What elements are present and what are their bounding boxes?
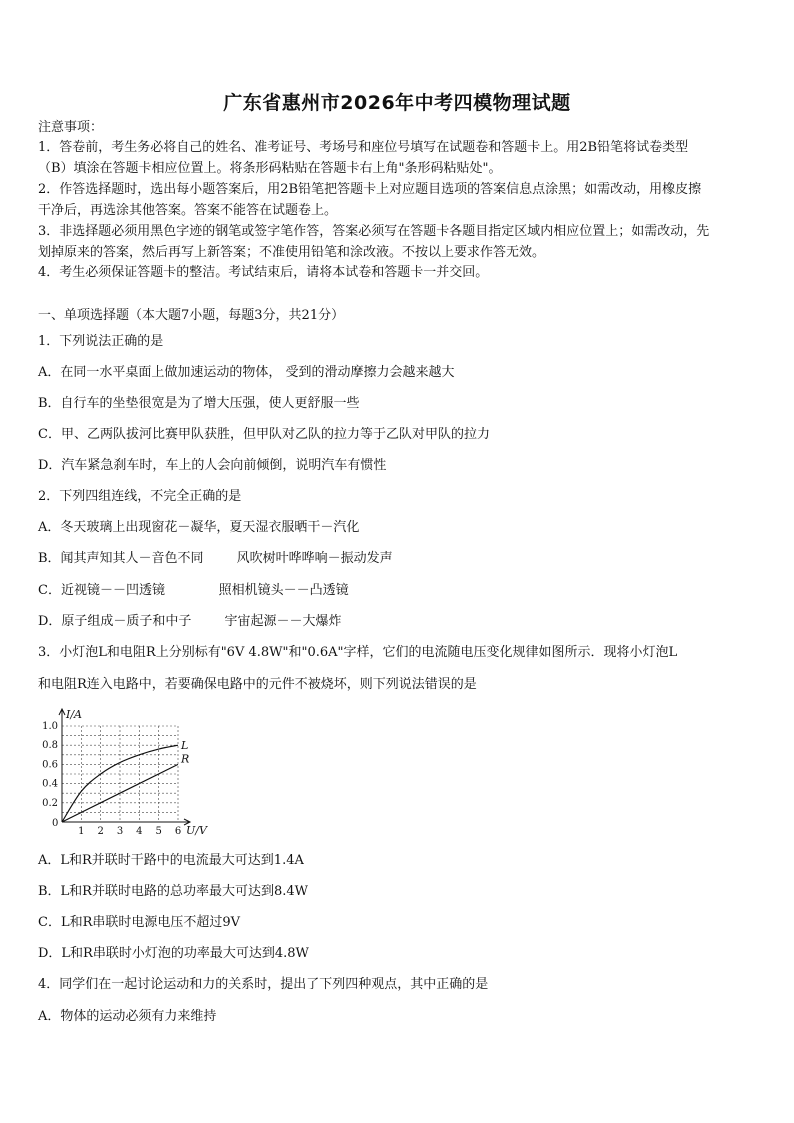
x-tick-label: 4: [136, 826, 143, 837]
question-1-option-d: D．汽车紧急刹车时，车上的人会向前倾倒，说明汽车有惯性: [38, 458, 387, 473]
question-4-stem: 4．同学们在一起讨论运动和力的关系时，提出了下列四种观点，其中正确的是: [38, 977, 489, 992]
series-label-R: R: [181, 752, 190, 766]
notice-item: 4．考生必须保证答题卡的整洁。考试结束后，请将本试卷和答题卡一并交回。: [38, 265, 489, 280]
page-title: 广东省惠州市2026年中考四模物理试题: [223, 92, 571, 114]
chart-grid: [62, 726, 178, 822]
question-1-option-a: A．在同一水平桌面上做加速运动的物体， 受到的滑动摩擦力会越来越大: [38, 365, 455, 380]
question-1-option-c: C．甲、乙两队拔河比赛甲队获胜，但甲队对乙队的拉力等于乙队对甲队的拉力: [38, 427, 490, 442]
question-1-stem: 1．下列说法正确的是: [38, 334, 164, 349]
notice-item: 划掉原来的答案，然后再写上新答案；不准使用铅笔和涂改液。不按以上要求作答无效。: [38, 245, 546, 260]
question-3-option-b: B．L和R并联时电路的总功率最大可达到8.4W: [38, 884, 309, 899]
iv-chart-svg: [38, 706, 218, 840]
origin-label: 0: [52, 818, 59, 829]
y-tick-label: 0.8: [42, 740, 58, 752]
y-tick-label: 1.0: [42, 721, 58, 732]
iv-chart: [38, 706, 218, 840]
x-tick-label: 6: [174, 826, 182, 837]
question-2-stem: 2．下列四组连线，不完全正确的是: [38, 489, 242, 504]
question-4-option-a: A．物体的运动必须有力来维持: [38, 1009, 217, 1024]
question-3-option-c: C．L和R串联时电源电压不超过9V: [38, 915, 241, 930]
question-2-option-a: A．冬天玻璃上出现窗花－凝华，夏天湿衣服晒干－汽化: [38, 520, 360, 535]
notice-heading: 注意事项：: [38, 120, 104, 135]
question-3-option-a: A．L和R并联时干路中的电流最大可达到1.4A: [38, 853, 304, 868]
question-2-option-b: B．闻其声知其人－音色不同 风吹树叶哗哗响－振动发声: [38, 551, 393, 566]
y-tick-label: 0.4: [42, 778, 58, 790]
section-heading: 一、单项选择题（本大题7小题，每题3分，共21分）: [38, 308, 345, 323]
y-tick-label: 0.6: [42, 759, 58, 771]
x-tick-label: 3: [116, 826, 124, 837]
question-2-option-c: C．近视镜－－凹透镜 照相机镜头－－凸透镜: [38, 583, 349, 598]
notice-item: 干净后，再选涂其他答案。答案不能答在试题卷上。: [38, 203, 338, 218]
series-label-L: L: [181, 739, 189, 753]
notice-item: 2．作答选择题时，选出每小题答案后，用2B铅笔把答题卡上对应题目选项的答案信息点涂黑；如需改动，用橡皮擦: [38, 182, 702, 197]
notice-item: 3．非选择题必须用黑色字迹的钢笔或签字笔作答，答案必须写在答题卡各题目指定区域内相应位置上；如需改动，先: [38, 224, 710, 239]
x-tick-label: 2: [97, 826, 104, 837]
x-tick-label: 1: [78, 826, 85, 837]
x-axis-label: U/V: [186, 824, 207, 837]
x-tick-label: 5: [155, 826, 162, 837]
notice-item: 1．答卷前，考生务必将自己的姓名、准考证号、考场号和座位号填写在试题卷和答题卡上。用2B铅笔将试卷类型: [38, 140, 689, 155]
notice-item: （B）填涂在答题卡相应位置上。将条形码粘贴在答题卡右上角"条形码粘贴处"。: [38, 161, 502, 176]
question-3-stem-line-1: 3．小灯泡L和电阻R上分别标有"6V 4.8W"和"0.6A"字样，它们的电流随电压变化规律如图所示．现将小灯泡L: [38, 645, 678, 660]
question-3-option-d: D．L和R串联时小灯泡的功率最大可达到4.8W: [38, 946, 309, 961]
question-3-stem-line-2: 和电阻R连入电路中，若要确保电路中的元件不被烧坏，则下列说法错误的是: [38, 677, 477, 692]
question-2-option-d: D．原子组成－质子和中子 宇宙起源－－大爆炸: [38, 614, 342, 629]
y-tick-label: 0.2: [42, 797, 58, 809]
question-1-option-b: B．自行车的坐垫很宽是为了增大压强，使人更舒服一些: [38, 396, 360, 411]
y-axis-label: I/A: [66, 708, 82, 721]
